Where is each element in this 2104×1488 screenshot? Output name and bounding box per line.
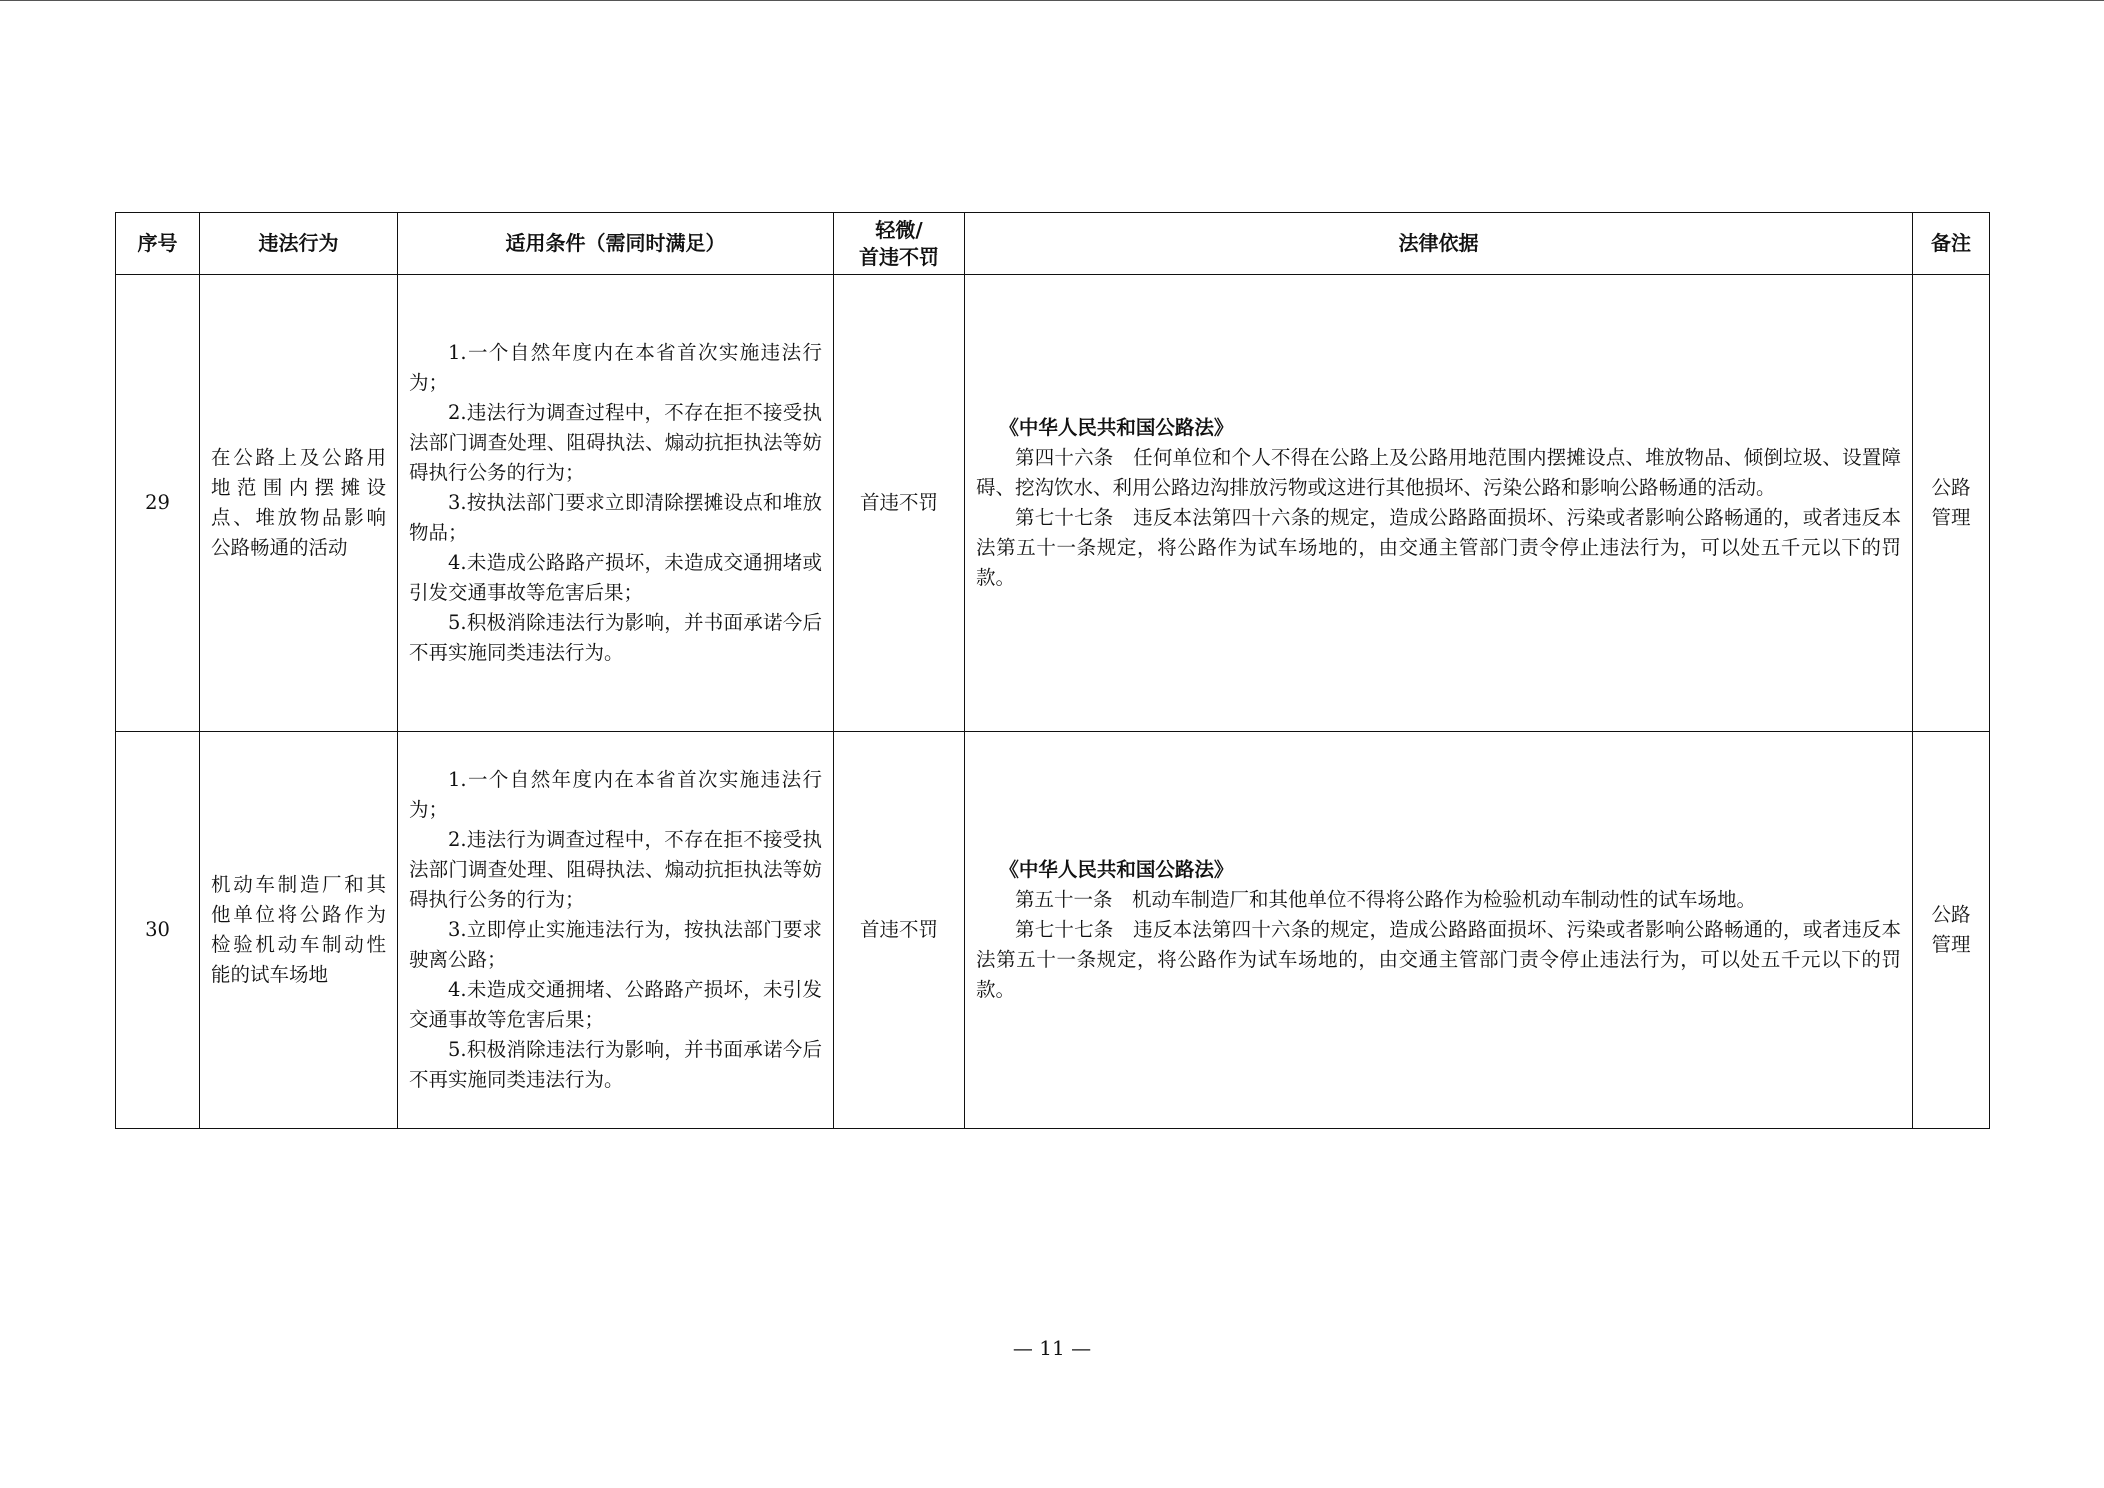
law-article: 第五十一条 机动车制造厂和其他单位不得将公路作为检验机动车制动性的试车场地。 [1015, 888, 1757, 911]
row-conditions [398, 275, 834, 732]
row-seq: 30 [116, 732, 200, 1129]
row-conditions [398, 732, 834, 1129]
table-row [116, 732, 1990, 1129]
row-behavior: 机动车制造厂和其他单位将公路作为检验机动车制动性能的试车场地 [200, 732, 398, 1129]
row-note-line2: 管理 [1931, 933, 1971, 956]
law-article: 第七十七条 违反本法第四十六条的规定，造成公路路面损坏、污染或者影响公路畅通的，或者违反本法第五十一条规定，将公路作为试车场地的，由交通主管部门责令停止违法行为，可以处五千元以下的罚款。 [976, 918, 1901, 1001]
condition-item: 4.未造成公路路产损坏，未造成交通拥堵或引发交通事故等危害后果； [409, 551, 822, 604]
row-note-line1: 公路 [1931, 903, 1971, 926]
table-header-row [116, 213, 1990, 275]
law-article: 第四十六条 任何单位和个人不得在公路上及公路用地范围内摆摊设点、堆放物品、倾倒垃圾、设置障碍、挖沟饮水、利用公路边沟排放污物或这进行其他损坏、污染公路和影响公路畅通的活动。 [976, 446, 1901, 499]
header-note: 备注 [1913, 213, 1990, 275]
law-article: 第七十七条 违反本法第四十六条的规定，造成公路路面损坏、污染或者影响公路畅通的，或者违反本法第五十一条规定，将公路作为试车场地的，由交通主管部门责令停止违法行为，可以处五千元以下的罚款。 [976, 506, 1901, 589]
row-note-line2: 管理 [1931, 506, 1971, 529]
law-title: 《中华人民共和国公路法》 [999, 858, 1234, 881]
row-behavior: 在公路上及公路用地范围内摆摊设点、堆放物品影响公路畅通的活动 [200, 275, 398, 732]
condition-item: 5.积极消除违法行为影响，并书面承诺今后不再实施同类违法行为。 [409, 1038, 822, 1091]
condition-item: 2.违法行为调查过程中，不存在拒不接受执法部门调查处理、阻碍执法、煽动抗拒执法等妨碍执行公务的行为； [409, 401, 822, 484]
row-note [1913, 732, 1990, 1129]
condition-item: 4.未造成交通拥堵、公路路产损坏，未引发交通事故等危害后果； [409, 978, 822, 1031]
row-legal-basis [965, 275, 1913, 732]
header-conditions: 适用条件（需同时满足） [398, 213, 834, 275]
condition-item: 5.积极消除违法行为影响，并书面承诺今后不再实施同类违法行为。 [409, 611, 822, 664]
condition-item: 1.一个自然年度内在本省首次实施违法行为； [409, 341, 822, 394]
row-penalty-type: 首违不罚 [834, 275, 965, 732]
header-seq: 序号 [116, 213, 200, 275]
condition-item: 2.违法行为调查过程中，不存在拒不接受执法部门调查处理、阻碍执法、煽动抗拒执法等妨碍执行公务的行为； [409, 828, 822, 911]
row-note-line1: 公路 [1931, 476, 1971, 499]
condition-item: 1.一个自然年度内在本省首次实施违法行为； [409, 768, 822, 821]
top-border-line [0, 0, 2104, 1]
row-penalty-type: 首违不罚 [834, 732, 965, 1129]
law-title: 《中华人民共和国公路法》 [999, 416, 1234, 439]
header-penalty-type [834, 213, 965, 275]
header-legal-basis: 法律依据 [965, 213, 1913, 275]
header-penalty-type-line2: 首违不罚 [859, 244, 939, 269]
row-legal-basis [965, 732, 1913, 1129]
row-note [1913, 275, 1990, 732]
header-penalty-type-line1: 轻微/ [875, 217, 923, 242]
condition-item: 3.按执法部门要求立即清除摆摊设点和堆放物品； [409, 491, 822, 544]
row-seq: 29 [116, 275, 200, 732]
condition-item: 3.立即停止实施违法行为，按执法部门要求驶离公路； [409, 918, 822, 971]
page-number: — 11 — [1012, 1336, 1092, 1360]
header-behavior: 违法行为 [200, 213, 398, 275]
penalty-exemption-table [115, 212, 1990, 1129]
table-row [116, 275, 1990, 732]
